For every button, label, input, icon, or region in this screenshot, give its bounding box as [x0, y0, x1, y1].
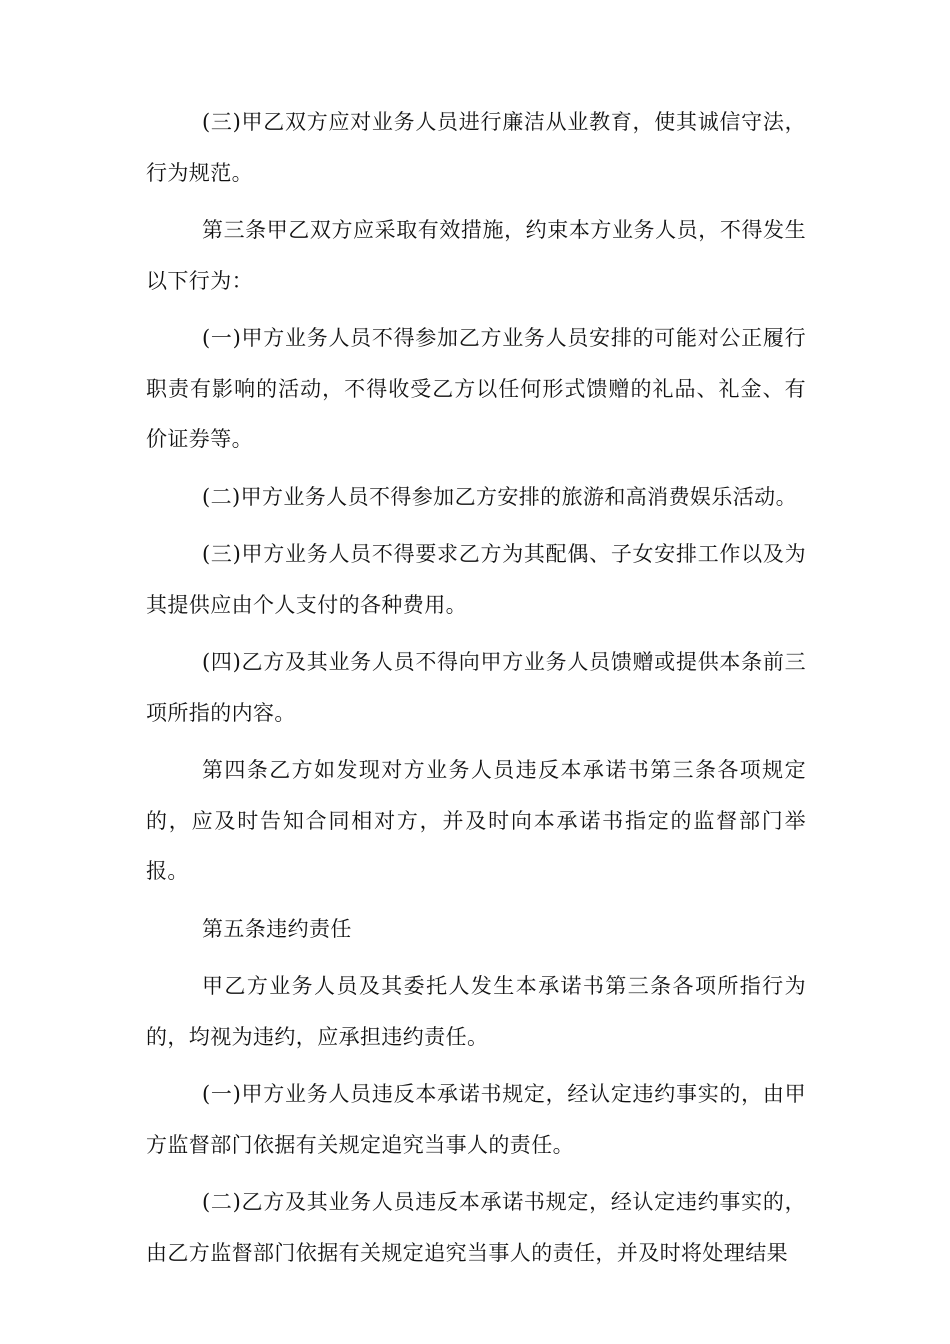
- paragraph-11: (二)乙方及其业务人员违反本承诺书规定，经认定违约事实的，由乙方监督部门依据有关规定追究当事人的责任，并及时将处理结果: [146, 1190, 806, 1265]
- paragraph-4: (二)甲方业务人员不得参加乙方安排的旅游和高消费娱乐活动。: [202, 484, 797, 509]
- paragraph-6: (四)乙方及其业务人员不得向甲方业务人员馈赠或提供本条前三项所指的内容。: [146, 650, 806, 725]
- paragraph-8: 第五条违约责任: [202, 916, 352, 941]
- paragraph-5: (三)甲方业务人员不得要求乙方为其配偶、子女安排工作以及为其提供应由个人支付的各种费用。: [146, 542, 806, 617]
- paragraph-9: 甲乙方业务人员及其委托人发生本承诺书第三条各项所指行为的，均视为违约，应承担违约责任。: [146, 974, 806, 1049]
- document-body: [146, 97, 806, 1285]
- paragraph-10: (一)甲方业务人员违反本承诺书规定，经认定违约事实的，由甲方监督部门依据有关规定追究当事人的责任。: [146, 1082, 806, 1157]
- paragraph-1: (三)甲乙双方应对业务人员进行廉洁从业教育，使其诚信守法，行为规范。: [146, 110, 806, 185]
- paragraph-2: 第三条甲乙双方应采取有效措施，约束本方业务人员，不得发生以下行为：: [146, 218, 806, 293]
- paragraph-7: 第四条乙方如发现对方业务人员违反本承诺书第三条各项规定的，应及时告知合同相对方，并及时向本承诺书指定的监督部门举报。: [146, 758, 806, 883]
- paragraph-3: (一)甲方业务人员不得参加乙方业务人员安排的可能对公正履行职责有影响的活动，不得收受乙方以任何形式馈赠的礼品、礼金、有价证券等。: [146, 326, 806, 451]
